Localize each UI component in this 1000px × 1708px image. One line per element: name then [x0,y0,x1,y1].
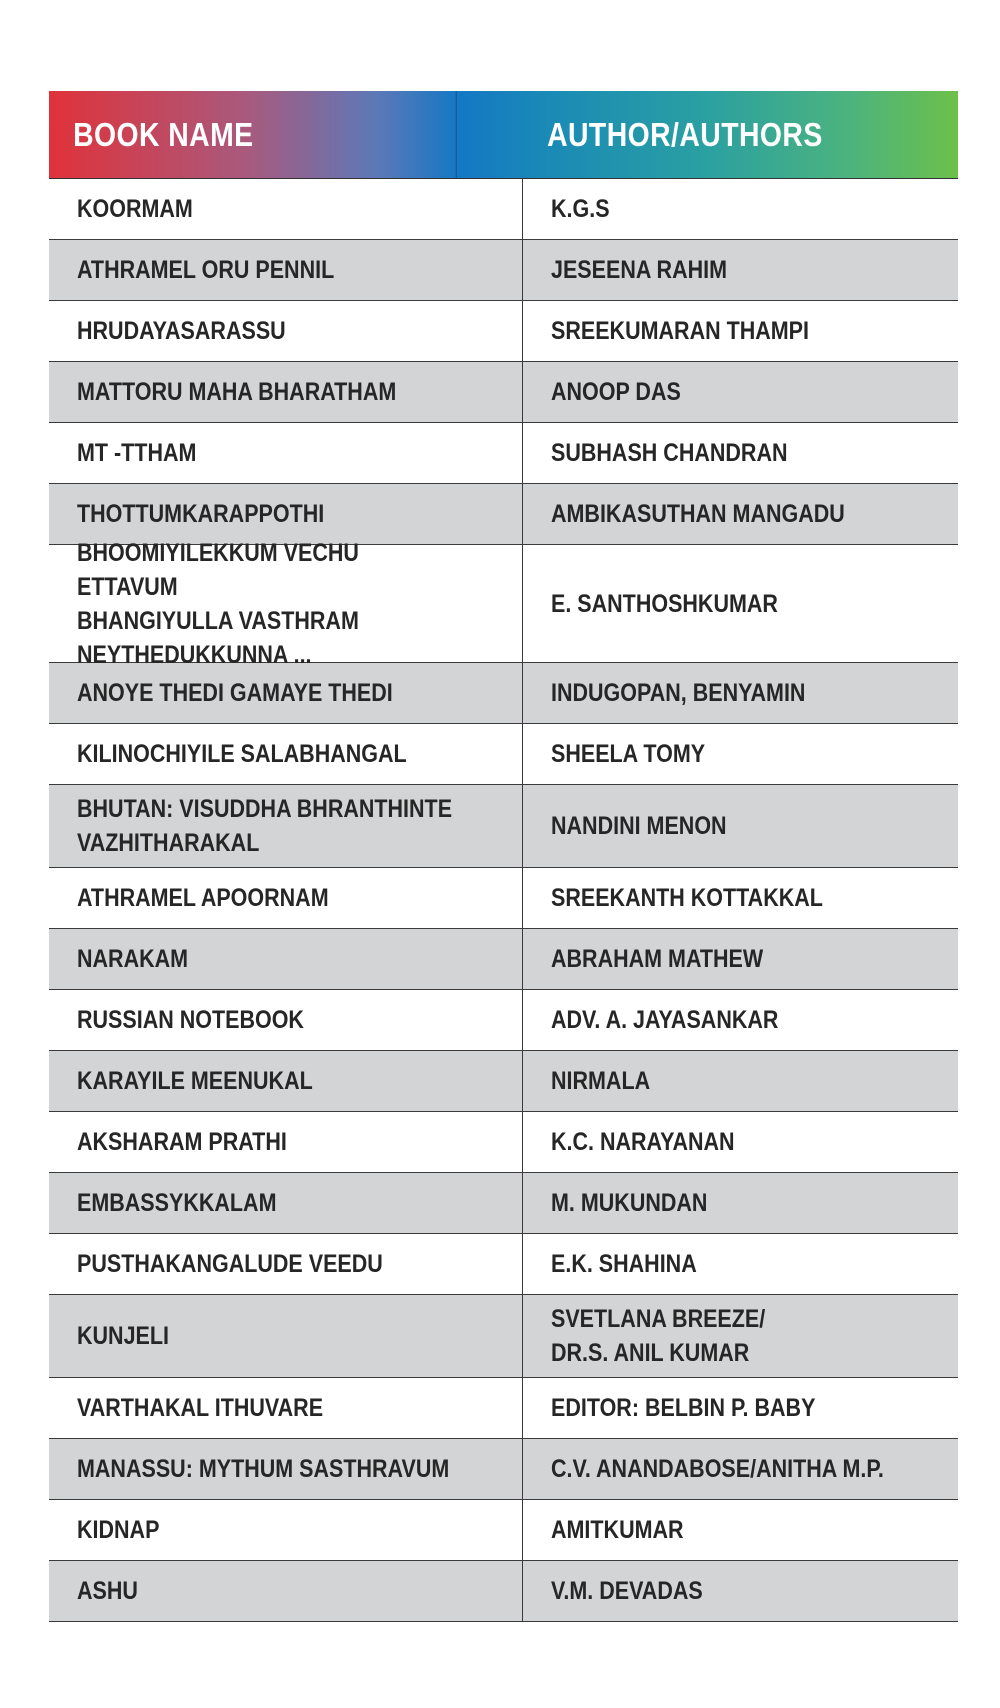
book-name-text: HRUDAYASARASSU [77,317,286,345]
book-name-cell [49,240,523,300]
author-cell [523,423,958,483]
book-name-cell [49,538,523,669]
author-cell [523,785,958,867]
table-header [49,91,958,179]
table-row [49,663,958,724]
book-name-cell [49,1439,523,1499]
book-name-text: ATHRAMEL APOORNAM [77,884,329,912]
author-text: C.V. ANANDABOSE/ANITHA M.P. [551,1455,884,1483]
table-row [49,1561,958,1622]
book-name-cell [49,785,523,867]
table-row [49,1234,958,1295]
book-name-cell [49,1234,523,1294]
author-text: INDUGOPAN, BENYAMIN [551,679,806,707]
table-row [49,1439,958,1500]
table-row [49,423,958,484]
book-name-cell [49,179,523,239]
book-name-text: MANASSU: MYTHUM SASTHRAVUM [77,1455,450,1483]
author-cell [523,1051,958,1111]
author-text: NIRMALA [551,1067,651,1095]
author-cell [523,868,958,928]
author-cell [523,240,958,300]
author-text: M. MUKUNDAN [551,1189,708,1217]
books-table [49,91,958,1622]
author-cell [523,1173,958,1233]
book-name-cell [49,423,523,483]
book-name-cell [49,1561,523,1621]
table-row [49,362,958,423]
book-name-text: KIDNAP [77,1516,160,1544]
author-cell [523,1112,958,1172]
header-author: AUTHOR/AUTHORS [547,115,823,153]
book-name-text: ATHRAMEL ORU PENNIL [77,256,335,284]
book-name-cell [49,1173,523,1233]
author-text: SREEKUMARAN THAMPI [551,317,809,345]
author-text: AMITKUMAR [551,1516,684,1544]
author-text: ANOOP DAS [551,378,681,406]
table-row [49,929,958,990]
author-text: E. SANTHOSHKUMAR [551,589,778,618]
book-name-cell [49,990,523,1050]
author-cell [523,179,958,239]
book-name-text: KUNJELI [77,1322,169,1350]
author-text: K.G.S [551,195,610,223]
table-row [49,1173,958,1234]
author-cell [523,1234,958,1294]
book-name-cell [49,362,523,422]
table-body [49,179,958,1622]
book-name-cell [49,1295,523,1377]
book-name-cell [49,1378,523,1438]
author-cell [523,1439,958,1499]
table-row [49,868,958,929]
author-cell [523,1561,958,1621]
book-name-cell [49,929,523,989]
author-text: EDITOR: BELBIN P. BABY [551,1394,816,1422]
table-row [49,179,958,240]
author-cell [523,1500,958,1560]
author-cell [523,724,958,784]
book-name-text: KILINOCHIYILE SALABHANGAL [77,740,407,768]
book-name-cell [49,1500,523,1560]
author-text: ABRAHAM MATHEW [551,945,764,973]
table-row [49,1112,958,1173]
author-cell [523,362,958,422]
author-text: E.K. SHAHINA [551,1250,697,1278]
book-name-text: PUSTHAKANGALUDE VEEDU [77,1250,383,1278]
table-row [49,538,958,669]
author-cell [523,301,958,361]
book-name-text: MATTORU MAHA BHARATHAM [77,378,397,406]
author-text: SVETLANA BREEZE/ DR.S. ANIL KUMAR [551,1305,766,1367]
table-row [49,1378,958,1439]
book-name-text: KOORMAM [77,195,193,223]
book-name-cell [49,663,523,723]
author-cell [523,545,958,662]
author-cell [523,1295,958,1377]
table-row [49,240,958,301]
book-name-text: KARAYILE MEENUKAL [77,1067,313,1095]
book-name-text: ASHU [77,1577,138,1605]
book-name-text: EMBASSYKKALAM [77,1189,277,1217]
author-text: NANDINI MENON [551,812,727,840]
table-row [49,1051,958,1112]
table-row [49,301,958,362]
table-row [49,785,958,868]
author-cell [523,1378,958,1438]
author-cell [523,929,958,989]
author-cell [523,663,958,723]
author-text: AMBIKASUTHAN MANGADU [551,500,845,528]
author-text: SHEELA TOMY [551,740,706,768]
author-text: SREEKANTH KOTTAKKAL [551,884,823,912]
book-name-text: MT -TTHAM [77,439,197,467]
table-row [49,1295,958,1378]
table-row [49,1500,958,1561]
author-text: K.C. NARAYANAN [551,1128,735,1156]
book-name-text: BHOOMIYILEKKUM VECHU ETTAVUM BHANGIYULLA VASTHRAM NEYTHEDUKKUNNA ... [77,538,359,669]
book-name-cell [49,724,523,784]
author-text: JESEENA RAHIM [551,256,728,284]
header-book-name: BOOK NAME [49,91,457,178]
table-row [49,990,958,1051]
book-name-text: THOTTUMKARAPPOTHI [77,500,325,528]
book-name-text: AKSHARAM PRATHI [77,1128,287,1156]
book-name-cell [49,868,523,928]
book-name-cell [49,1112,523,1172]
author-cell [523,990,958,1050]
author-text: V.M. DEVADAS [551,1577,703,1605]
book-name-cell [49,1051,523,1111]
book-name-text: VARTHAKAL ITHUVARE [77,1394,324,1422]
book-name-text: ANOYE THEDI GAMAYE THEDI [77,679,393,707]
book-name-text: RUSSIAN NOTEBOOK [77,1006,304,1034]
author-text: ADV. A. JAYASANKAR [551,1006,779,1034]
book-name-text: NARAKAM [77,945,189,973]
book-name-text: BHUTAN: VISUDDHA BHRANTHINTE VAZHITHARAKAL [77,795,453,857]
table-row [49,724,958,785]
author-cell [523,484,958,544]
author-text: SUBHASH CHANDRAN [551,439,788,467]
book-name-cell [49,301,523,361]
